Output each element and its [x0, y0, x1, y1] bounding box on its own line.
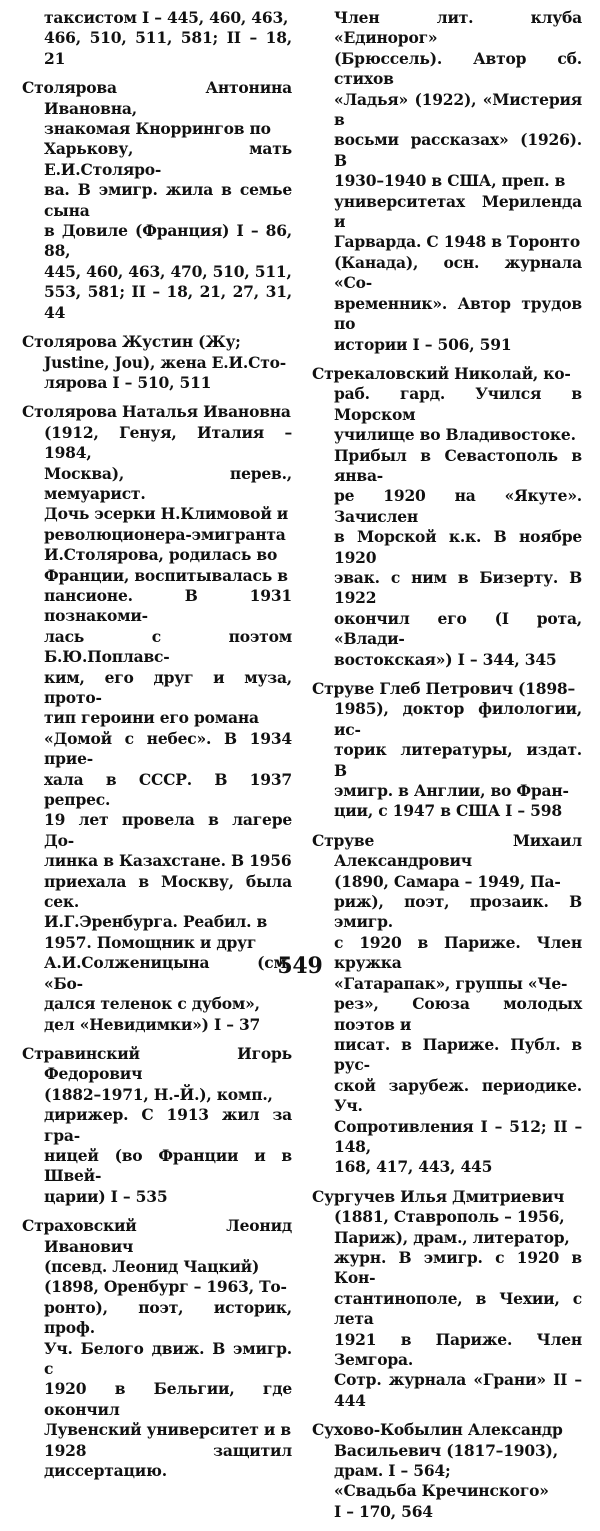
index-entry: Сургучев Илья Дмитриевич (1881, Ставрополь – 1956, Париж), драм., литератор, журн. В эмигр. с 1920 в Кон- стантинополе, в Чехии, с лета 1921 в Париже. Член Земгора. Сотр. журнала «Грани» II – 444: [312, 1186, 582, 1410]
index-entry: Столярова Наталья Ивановна (1912, Генуя, Италия – 1984, Москва), перев., мемуарист. Дочь эсерки Н.Климовой и революционера-эмигранта И.Столярова, родилась во Франции, воспитывалась в пансионе. В 1931 познакоми- лась с поэтом Б.Ю.Поплавс- ким, его друг и муза, прото- тип героини его романа «Домой с небес». В 1934 прие- хала в СССР. В 1937 репрес. 19 лет провела в лагере До- линка в Казахстане. В 1956 приехала в Москву, была сек. И.Г.Эренбурга. Реабил. в 1957. Помощник и друг А.И.Солженицына (см. «Бо- дался теленок с дубом», дел «Невидимки») I – 37: [22, 402, 292, 1034]
index-entry-continuation: Член лит. клуба «Единорог» (Брюссель). Автор сб. стихов «Ладья» (1922), «Мистерия в восьми рассказах» (1926). В 1930–1940 в США, преп. в университетах Мериленда и Гарварда. С 1948 в Торонто (Канада), осн. журнала «Со- временник». Автор трудов по истории I – 506, 591: [334, 8, 582, 354]
index-entry: Страховский Леонид Иванович (псевд. Леонид Чацкий) (1898, Оренбург – 1963, То- ронто), поэт, историк, проф. Уч. Белого движ. В эмигр. с 1920 в Бельгии, где окончил Лувенский университет и в 1928 защитил диссертацию.: [22, 1216, 292, 1481]
right-column: [312, 8, 582, 1531]
index-entry: Столярова Антонина Ивановна, знакомая Кноррингов по Харькову, мать Е.И.Столяро- ва. В эмигр. жила в семье сына в Довиле (Франция) I – 86, 88, 445, 460, 463, 470, 510, 511, 553, 581; II – 18, 21, 27, 31, 44: [22, 78, 292, 322]
index-entry-continuation: таксистом I – 445, 460, 463, 466, 510, 511, 581; II – 18, 21: [44, 8, 292, 68]
page-number: 549: [277, 953, 323, 979]
index-entry: Сухово-Кобылин Александр Васильевич (1817–1903), драм. I – 564; «Свадьба Кречинского» I – 170, 564: [312, 1420, 563, 1521]
index-entry: Стравинский Игорь Федорович (1882–1971, Н.-Й.), комп., дирижер. С 1913 жил за гра- ницей (во Франции и в Швей- царии) I – 535: [22, 1043, 292, 1206]
index-entry: Стрекаловский Николай, ко- раб. гард. Учился в Морском училище во Владивостоке. Прибыл в Севастополь в янва- ре 1920 на «Якуте». Зачислен в Морской к.к. В ноябре 1920 эвак. с ним в Бизерту. В 1922 окончил его (I рота, «Влади- востокская») I – 344, 345: [312, 363, 582, 669]
index-entry: Струве Глеб Петрович (1898– 1985), доктор филологии, ис- торик литературы, издат. В эмигр. в Англии, во Фран- ции, с 1947 в США I – 598: [312, 679, 582, 821]
index-entry: Струве Михаил Александрович (1890, Самара – 1949, Па- риж), поэт, прозаик. В эмигр. с 1920 в Париже. Член кружка «Гатарапак», группы «Че- рез», Союза молодых поэтов и писат. в Париже. Публ. в рус- ской зарубеж. периодике. Уч. Сопротивления I – 512; II – 148, 168, 417, 443, 445: [312, 830, 582, 1177]
left-column: [22, 8, 292, 1490]
index-entry: Столярова Жустин (Жу; Justine, Jou), жена Е.И.Сто- лярова I – 510, 511: [22, 332, 287, 392]
